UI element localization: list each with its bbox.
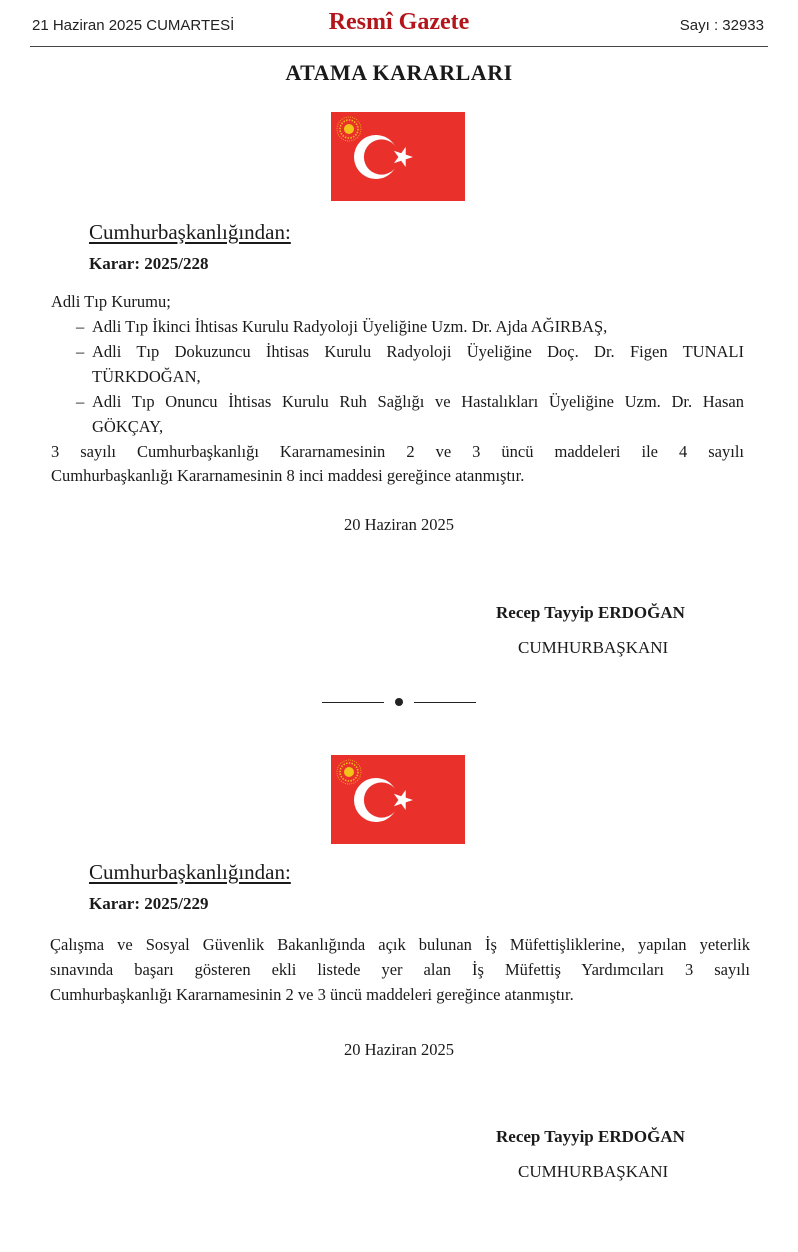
institution-intro: Adli Tıp Kurumu; [51, 292, 171, 311]
decision-number: Karar: 2025/229 [89, 894, 209, 913]
decree-body: sınavında başarı gösteren ekli listede yer alan İş Müfettiş Yardımcıları 3 sayılı [50, 960, 750, 979]
gazette-header [30, 0, 768, 47]
section-separator [322, 692, 476, 712]
bullet-dot-icon [395, 698, 403, 706]
signatory-title: CUMHURBAŞKANI [518, 1162, 669, 1181]
header-date: 21 Haziran 2025 CUMARTESİ [32, 17, 235, 34]
authority-heading: Cumhurbaşkanlığından: [89, 220, 291, 244]
gazette-title: Resmî Gazete [328, 9, 470, 35]
turkish-flag-icon [331, 112, 465, 201]
issue-number: Sayı : 32933 [679, 17, 764, 34]
turkish-flag-icon [331, 755, 465, 844]
decree-body: Cumhurbaşkanlığı Kararnamesinin 8 inci maddesi gereğince atanmıştır. [51, 466, 525, 485]
signatory-title: CUMHURBAŞKANI [518, 638, 669, 657]
page-title: ATAMA KARARLARI [285, 60, 513, 85]
decree-date: 20 Haziran 2025 [344, 515, 454, 534]
decree-body: Cumhurbaşkanlığı Kararnamesinin 2 ve 3 üncü maddeleri gereğince atanmıştır. [50, 985, 574, 1004]
signatory-name: Recep Tayyip ERDOĞAN [496, 603, 685, 622]
signatory-name: Recep Tayyip ERDOĞAN [496, 1127, 685, 1146]
decree-body: 3 sayılı Cumhurbaşkanlığı Kararnamesinin 2 ve 3 üncü maddeleri ile 4 sayılı [51, 442, 744, 461]
authority-heading: Cumhurbaşkanlığından: [89, 860, 291, 884]
list-item-continuation: GÖKÇAY, [92, 417, 164, 436]
decision-number: Karar: 2025/228 [89, 254, 209, 273]
decree-date: 20 Haziran 2025 [344, 1040, 454, 1059]
decree-body: Çalışma ve Sosyal Güvenlik Bakanlığında açık bulunan İş Müfettişliklerine, yapılan yeterlik [50, 935, 750, 954]
list-item-continuation: TÜRKDOĞAN, [92, 367, 201, 386]
